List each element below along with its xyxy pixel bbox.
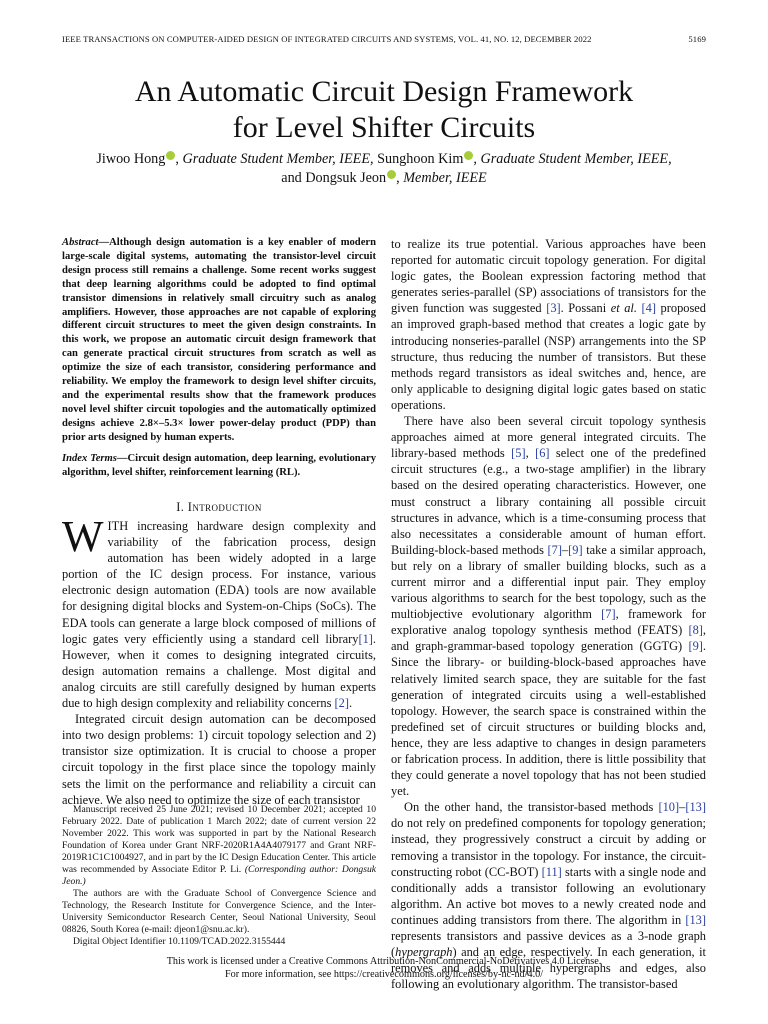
- section-number: I.: [176, 500, 185, 514]
- citation-link[interactable]: [13]: [685, 800, 706, 815]
- intro-paragraph-1: [62, 512, 376, 711]
- citation-link[interactable]: [10]: [658, 800, 680, 815]
- footnote-affiliation: The authors are with the Graduate School of Convergence Science and Technology, the Research Institute for Convergence Science, and the Inter-University Semiconductor Research Center, Seoul National University, Seoul 08826, South Korea (e-mail: djeon1@snu.ac.kr).: [62, 888, 376, 935]
- license-line-1: This work is licensed under a Creative Commons Attribution-NonCommercial-NoDerivatives 4.0 License.: [166, 956, 602, 967]
- citation-link[interactable]: [2]: [334, 696, 349, 711]
- running-header: [62, 34, 706, 48]
- page-number: 5169: [688, 34, 706, 44]
- right-p1-text: proposed an improved graph-based method that creates a logic gate by introducing nonseries-parallel (NSP) arrangements into the SP structure, thus reducing the number of transistors. But these methods regard transistors as ideal switches and, hence, are only applicable to designing digital logic gates based on static operations.: [391, 301, 706, 412]
- et-al: et al.: [610, 301, 637, 316]
- right-p2-text: take a similar approach, but rely on a library of smaller building blocks, such as a current mirror and a differential input pair. They employ various algorithms to search for the best topology, such as the multiobjective evolutionary algorithm: [391, 542, 706, 622]
- corresponding-author: (Corresponding author: Dongsuk Jeon.): [62, 864, 376, 887]
- orcid-icon[interactable]: [464, 151, 473, 160]
- citation-link[interactable]: [11]: [541, 864, 562, 879]
- orcid-icon[interactable]: [387, 170, 396, 179]
- right-p3-text: represents transistors and passive devices as a 3-node graph (: [391, 929, 706, 960]
- right-paragraph-1: [391, 236, 706, 413]
- right-p2-text: , and graph-grammar-based topology generation (GGTG): [391, 623, 706, 654]
- abstract: Abstract—Although design automation is a key enabler of modern large-scale digital systems, automating the transistor-level circuit design process still remains a challenge. Some recent works suggest that deep learning algorithms could be adopted to find optimal transistor dimensions in relatively small circuitry such as analog amplifiers. However, those approaches are not capable of exploring different circuit structures to meet the given design constraints. In this work, we propose an automatic circuit design framework that can generate practical circuit structures from scratch as well as optimize the size of each transistor, considering performance and reliability. We employ the framework to design level shifter circuits, and the experimental results show that the framework produces novel level shifter circuit topologies and the automatically optimized designs achieve 2.8×–5.3× lower power-delay product (PDP) than prior arts designed by human experts.: [62, 237, 376, 443]
- footnote-doi: Digital Object Identifier 10.1109/TCAD.2022.3155444: [73, 936, 286, 947]
- right-p3-text: starts with a single node and conditionally adds a transistor following an evolutionary algorithm. An active bot moves to a newly created node and continues adding transistors from there. The algorithm in: [391, 864, 707, 927]
- author-list: Jiwoo Hong , Graduate Student Member, IEEE, Sunghoon Kim , Graduate Student Member, IEEE, and Dongsuk Jeon , Member, IEEE: [96, 151, 672, 186]
- hypergraph-term: hypergraph: [395, 945, 453, 960]
- footnote-manuscript: [62, 804, 376, 888]
- title-line-2: for Level Shifter Circuits: [232, 111, 536, 144]
- author-2-name: Sunghoon Kim: [377, 151, 464, 167]
- right-p2-text: . Since the library- or building-block-based approaches have relatively limited search space, they are suitable for the fast generation of integrated circuits using a well-established topology. However, the search space is constrained within the predefined set of circuit structures or building blocks and, hence, they are less adaptive to changes in design parameters or fabrication process. In addition, there is little possibility that they could generate a novel topology that has not been studied yet.: [391, 639, 706, 799]
- author-3-role: Member, IEEE: [403, 170, 487, 186]
- right-p2-text: There have also been several circuit topology synthesis approaches aimed at more general integrated circuits. The library-based methods: [391, 414, 706, 461]
- right-p2-text: ,: [525, 446, 536, 461]
- index-terms-text: Circuit design automation, deep learning, evolutionary algorithm, level shifter, reinforcement learning (RL).: [62, 453, 376, 478]
- author-1-role: Graduate Student Member, IEEE: [182, 151, 370, 167]
- right-p3-text: On the other hand, the transistor-based methods: [404, 800, 659, 815]
- index-terms: Index Terms—Circuit design automation, deep learning, evolutionary algorithm, level shifter, reinforcement learning (RL).: [62, 453, 376, 478]
- intro-paragraph-2: Integrated circuit design automation can be decomposed into two design problems: 1) circuit topology selection and 2) transistor size optimization. It is crucial to choose a proper circuit topology in the first place since the topology mainly sets the limit on the performance and reliability a circuit can achieve. We also need to optimize the size of each transistor: [62, 712, 376, 807]
- section-title: Introduction: [187, 500, 262, 514]
- license-notice: [40, 955, 728, 981]
- citation-link[interactable]: [3]: [546, 301, 561, 316]
- abstract-label: Abstract: [62, 237, 99, 248]
- right-p2-text: select one of the predefined circuit structures (e.g., a two-stage amplifier) in the library based on the desired operating characteristics. However, one must construct a library containing all possible circuit structures in advance, which is a time-consuming process that also necessitates a considerable amount of human effort. Building-block-based methods: [391, 446, 706, 557]
- citation-link[interactable]: [8]: [688, 623, 703, 638]
- orcid-icon[interactable]: [166, 151, 175, 160]
- drop-cap: W: [62, 512, 104, 561]
- author-1-name: Jiwoo Hong: [96, 151, 166, 167]
- citation-link[interactable]: [9]: [688, 639, 703, 654]
- right-paragraph-2: [391, 413, 706, 799]
- right-p1-text: to realize its true potential. Various approaches have been reported for automatic circuit topology generation. For digital logic gates, the Boolean expression factoring method that generates series-parallel (SP) associations of transistors for the given function was suggested: [391, 237, 706, 316]
- intro-p1-text: ITH increasing hardware design complexity and variability of the fabrication process, design automation has been widely adopted in a large portion of the IC design process. For instance, various electronic design automation (EDA) tools are now available for designing digital blocks and System-on-Chips (SoCs). The EDA tools can generate a large block composed of millions of logic gates very efficiently using a standard cell library: [62, 519, 376, 646]
- citation-link[interactable]: [7]: [547, 542, 562, 557]
- right-p3-text: do not rely on predefined components for topology generation; instead, they progressively construct a circuit by adding or removing a transistor in the topology. For instance, the circuit-constructing robot (CC-BOT): [391, 816, 706, 879]
- paper-title: [40, 74, 728, 146]
- citation-link[interactable]: [4]: [641, 301, 656, 316]
- citation-link[interactable]: [6]: [535, 446, 550, 461]
- citation-link[interactable]: [13]: [685, 912, 706, 927]
- right-p3-text: ) and an edge, respectively. In each generation, it removes and adds multiple hypergraphs and edges, also following an evolutionary algorithm. The transistor-based: [391, 945, 706, 992]
- citation-link[interactable]: [7]: [601, 607, 616, 622]
- citation-link[interactable]: [1]: [358, 631, 373, 646]
- footnote-manuscript-text: Manuscript received 25 June 2021; revised 10 December 2021; accepted 10 February 2022. Date of publication 1 March 2022; date of current version 22 November 2022. This work was supported in part by the National Research Foundation of Korea under Grant NRF-2020R1A4A4079177 and Grant NRF-2019R1C1C1004927, and in part by the IC Design Education Center. This article was recommended by Associate Editor P. Li.: [62, 804, 376, 875]
- right-column-body: [391, 236, 706, 992]
- author-3-name: Dongsuk Jeon: [305, 170, 387, 186]
- left-column-body: [62, 512, 376, 808]
- license-line-2[interactable]: For more information, see https://creativecommons.org/licenses/by-nc-nd/4.0/: [224, 969, 544, 980]
- right-p1-text: . Possani: [560, 301, 611, 316]
- right-p2-text: –: [561, 542, 569, 557]
- intro-p1-text: .: [348, 696, 353, 711]
- author-conjunction: and: [281, 170, 302, 186]
- right-p3-text: –: [679, 800, 686, 815]
- right-p2-text: , framework for explorative analog topology synthesis method (FEATS): [391, 607, 706, 638]
- index-terms-label: Index Terms: [62, 453, 117, 464]
- author-2-role: Graduate Student Member, IEEE: [480, 151, 669, 167]
- footnote: [62, 804, 376, 948]
- section-heading: [62, 500, 376, 515]
- abstract-text: Although design automation is a key enabler of modern large-scale digital systems, automating the transistor-level circuit design process still remains a challenge. Some recent works suggest that deep learning algorithms could be adopted to find optimal transistor dimensions in relatively small circuitry such as analog amplifiers. However, those approaches are not capable of exploring different circuit structures to meet the given design constraints. In this work, we propose an automatic circuit design framework that can generate practical circuit structures from scratch as well as optimize the size of each transistor, considering performance and reliability. We employ the framework to design level shifter circuits, and the experimental results show that the framework produces novel level shifter circuit topologies and the automatically optimized designs achieve 2.8×–5.3× lower power-delay product (PDP) than prior arts designed by human experts.: [62, 237, 376, 443]
- intro-p1-text: . However, when it comes to designing integrated circuits, design automation remains a challenge. Most digital and analog circuits are still carefully designed by human experts due to high design complexity and reliability concerns: [62, 631, 376, 711]
- citation-link[interactable]: [5]: [511, 446, 526, 461]
- running-head: IEEE TRANSACTIONS ON COMPUTER-AIDED DESIGN OF INTEGRATED CIRCUITS AND SYSTEMS, VOL. 41, NO. 12, DECEMBER 2022: [62, 34, 592, 44]
- citation-link[interactable]: [9]: [568, 542, 583, 557]
- title-line-1: An Automatic Circuit Design Framework: [134, 75, 634, 108]
